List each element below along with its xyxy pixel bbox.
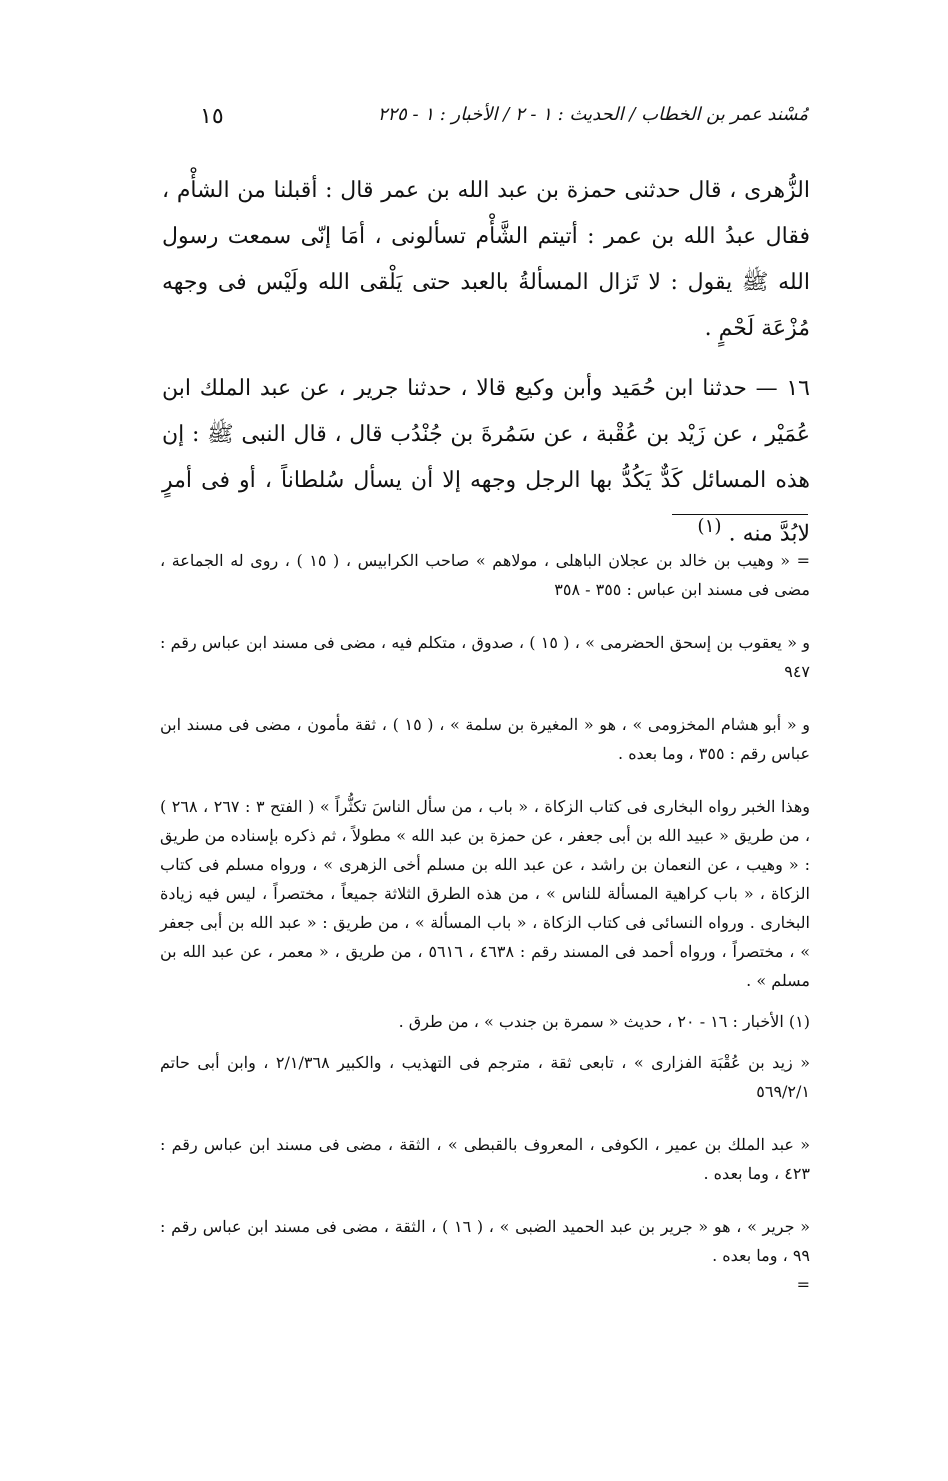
hadith-15-continuation: الزُّهرى ، قال حدثنى حمزة بن عبد الله بن عمر قال : أقبلنا من الشأْم ، فقال عبدُ الله بن عمر : أتيتم الشَّأْم تسألونى ، أمَا إنّى سمعت رسول الله ﷺ يقول : لا تَزال المسألةُ بالعبد حتى يَلْقى الله ولَيْس فى وجهه مُزْعَة لَحْمٍ . (162, 178, 810, 341)
footnotes (160, 546, 810, 1323)
footnote-jarir-text: « جرير » ، هو « جرير بن عبد الحميد الضبى » ، ( ١٦ ) ، الثقة ، مضى فى مسند ابن عباس رقم : ٩٩ ، وما بعده . (160, 1217, 810, 1265)
footnote-wuhayb: = « وهيب بن خالد بن عجلان الباهلى ، مولاهم » صاحب الكرابيس ، ( ١٥ ) ، روى له الجماعة ، مضى فى مسند ابن عباس : ٣٥٥ - ٣٥٨ (160, 551, 810, 599)
main-text (162, 168, 810, 557)
footnote-zayd: « زيد بن عُقْبَة الفزارى » ، تابعى ثقة ، مترجم فى التهذيب ، والكبير ٢/١/٣٦٨ ، وابن أبى حاتم ٥٦٩/٢/١ (160, 1053, 811, 1101)
footnote-abu-hisham: و « أبو هشام المخزومى » ، هو « المغيرة بن سلمة » ، ( ١٥ ) ، ثقة مأمون ، مضى فى مسند ابن عباس رقم : ٣٥٥ ، وما بعده . (160, 715, 811, 763)
page-header (160, 104, 808, 134)
running-title: مُسْند عمر بن الخطاب / الحديث : ١ - ٢ / الأخبار : ١ - ٢٢٥ (377, 104, 808, 125)
footnote-1: (١) الأخبار : ١٦ - ٢٠ ، حديث « سمرة بن جندب » ، من طرق . (398, 1012, 810, 1031)
hadith-16 (162, 366, 810, 557)
footnote-jarir (160, 1212, 810, 1299)
hadith-16-text: ١٦ — حدثنا ابن حُمَيد وأبن وكيع قالا ، حدثنا جرير ، عن عبد الملك ابن عُمَيْر ، عن زَيْد بن عُقْبة ، عن سَمُرةَ بن جُنْدُب قال ، قال النبى ﷺ : إن هذه المسائل كَدٌّ يَكُدُّ بها الرجل وجهه إلا أن يسأل سُلطاناً ، أو فى أمرٍ لابُدَّ منه . (162, 376, 810, 547)
footnote-takhrij: وهذا الخبر رواه البخارى فى كتاب الزكاة ، « باب ، من سأل الناسَ تكثُّراً » ( الفتح ٣ : ٢٦٧ ، ٢٦٨ ) ، من طريق « عبيد الله بن أبى جعفر ، عن حمزة بن عبد الله » مطولاً ، ثم ذكره بإسناده من طريق : « وهيب ، عن النعمان بن راشد ، عن عبد الله بن مسلم أخى الزهرى » ، ورواه مسلم فى كتاب الزكاة ، « باب كراهية المسألة للناس » ، من هذه الطرق الثلاثة جميعاً ، مختصراً ، ليس فيه زيادة البخارى . ورواه النسائى فى كتاب الزكاة ، « باب المسألة » ، من طريق : « عبد الله بن أبى جعفر » ، مختصراً ، ورواه أحمد فى المسند رقم : ٤٦٣٨ ، ٥٦١٦ ، من طريق ، « معمر ، عن عبد الله بن مسلم » . (160, 797, 811, 990)
footnote-marker: (١) (697, 516, 722, 537)
footnote-yaqub: و « يعقوب بن إسحق الحضرمى » ، ( ١٥ ) ، صدوق ، متكلم فيه ، مضى فى مسند ابن عباس رقم : ٩٤٧ (160, 633, 811, 681)
footnote-abd-al-malik: « عبد الملك بن عمير ، الكوفى ، المعروف بالقبطى » ، الثقة ، مضى فى مسند ابن عباس رقم : ٤٢٣ ، وما بعده . (160, 1135, 810, 1183)
footnote-separator (672, 514, 808, 515)
page-number: ١٥ (200, 104, 224, 129)
continuation-mark: = (796, 1275, 810, 1294)
